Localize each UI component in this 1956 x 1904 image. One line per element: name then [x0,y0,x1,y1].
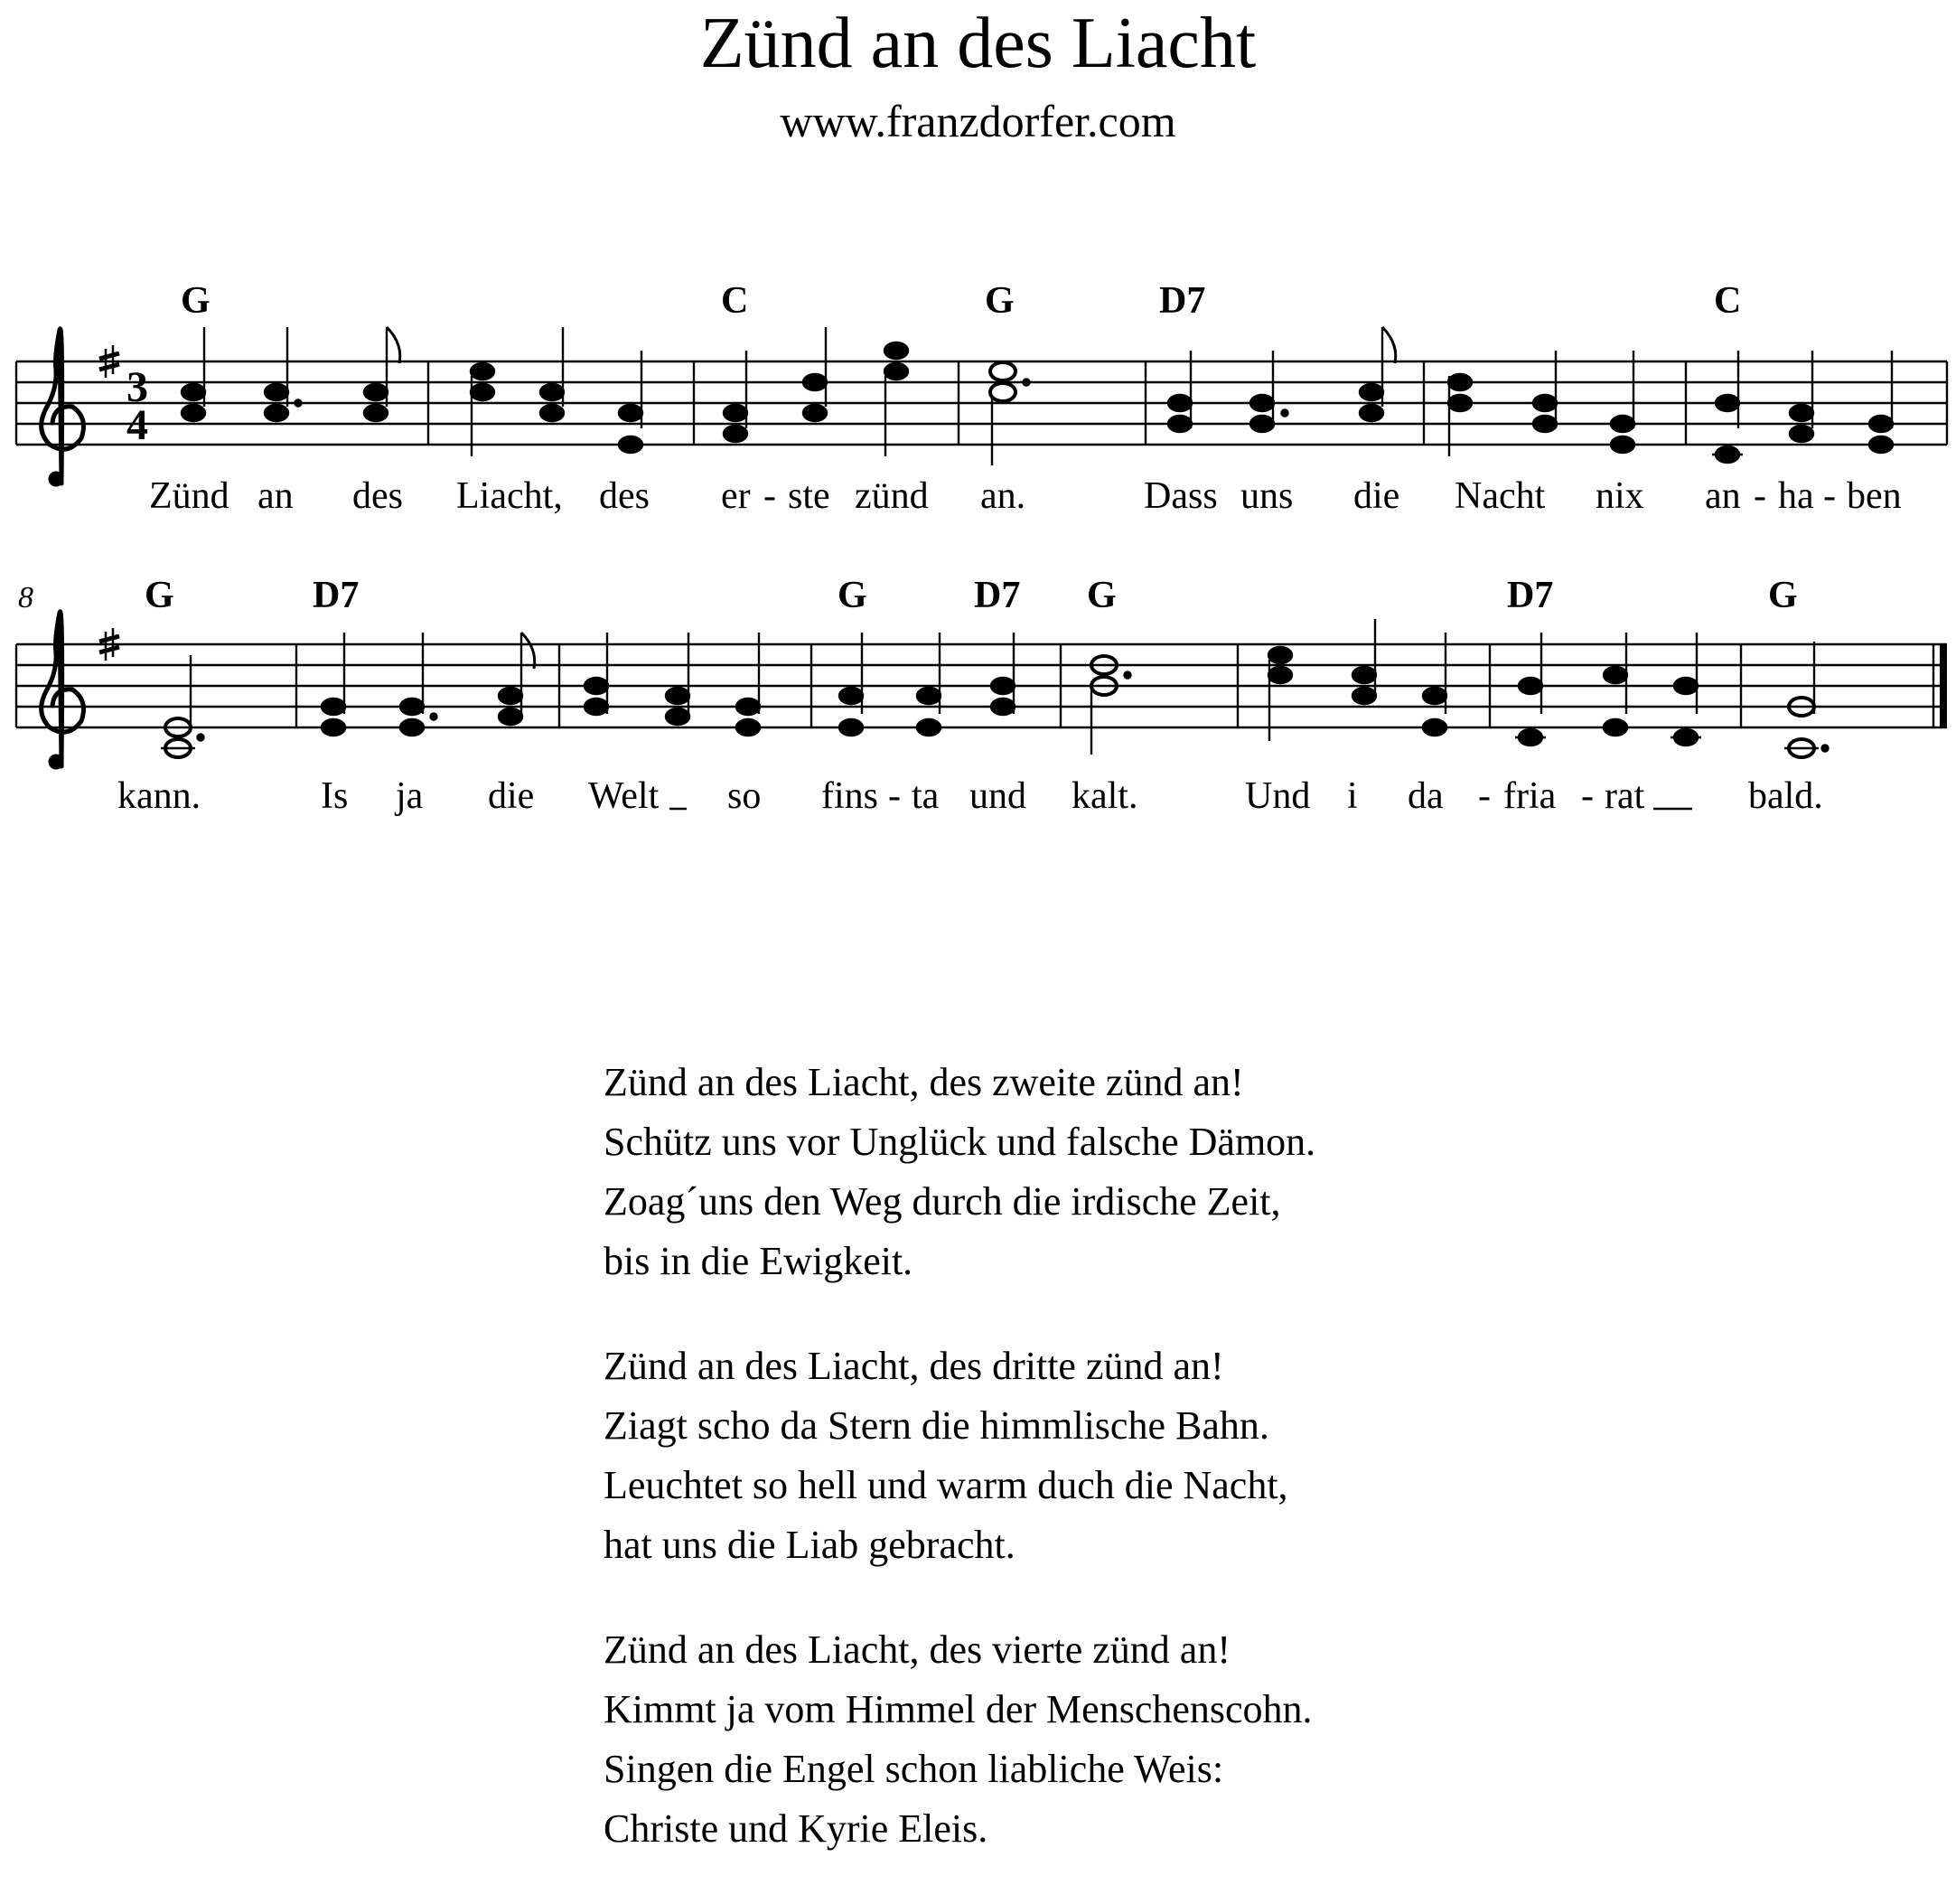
lyric-hyphen: - [1478,775,1491,817]
verse-line: Zünd an des Liacht, des dritte zünd an! [604,1344,1224,1388]
chord-symbol: G [985,280,1015,322]
lyric-hyphen: - [1581,775,1594,817]
lyric-syllable: an [1705,475,1741,517]
verse-line: bis in die Ewigkeit. [604,1239,913,1283]
verse-line: hat uns die Liab gebracht. [604,1523,1015,1567]
verse-4 [604,1620,1315,1859]
lyric-syllable: Und [1245,775,1311,817]
lyric-syllable: Zünd [149,475,229,517]
lyric-hyphen: - [1754,475,1766,517]
chord-symbol: C [721,280,749,322]
lyric-syllable: ste [788,475,830,517]
lyric-syllable: Welt [588,775,660,817]
lyrics-1 [149,475,1902,517]
website-url: www.franzdorfer.com [780,96,1176,146]
lyric-hyphen: - [1823,475,1836,517]
chord-symbol: G [181,280,211,322]
lyric-syllable: bald. [1748,775,1823,817]
lyric-syllable: kalt. [1072,775,1138,817]
lyric-syllable: i [1347,775,1358,817]
lyric-syllable: und [969,775,1026,817]
lyric-syllable: die [488,775,535,817]
lyrics-2 [117,775,1823,817]
lyric-syllable: an. [980,475,1026,517]
measure-number: 8 [18,581,33,614]
lyric-syllable: kann. [117,775,201,817]
lyric-syllable: uns [1240,475,1294,517]
verse-line: Zünd an des Liacht, des zweite zünd an! [604,1060,1244,1104]
lyric-syllable: des [599,475,650,517]
lyric-syllable: nix [1596,475,1644,517]
chord-symbol: D7 [974,575,1021,616]
staff-lines [16,361,1947,445]
verse-2 [604,1053,1315,1291]
time-signature-numerator: 3 [126,363,148,411]
lyric-syllable: Nacht [1455,475,1546,517]
lyric-syllable: Dass [1144,475,1218,517]
lyric-syllable: ta [912,775,940,817]
additional-verses [604,1053,1315,1904]
lyric-syllable: ha [1778,475,1814,517]
staff-system-2 [16,575,1947,817]
chord-symbol: G [145,575,174,616]
lyric-syllable: ja [396,775,424,817]
lyric-syllable: an [257,475,294,517]
chord-symbol: D7 [1507,575,1554,616]
lyric-syllable: rat [1605,775,1645,817]
chord-symbol: G [1768,575,1798,616]
chord-symbol: C [1714,280,1742,322]
lyric-hyphen: - [888,775,901,817]
chord-symbols-1 [181,280,1741,322]
notes-system-2 [161,619,1829,757]
chord-symbol: G [838,575,867,616]
lyric-syllable: er [721,475,751,517]
lyric-syllable: so [727,775,762,817]
verse-line: Ziagt scho da Stern die himmlische Bahn. [604,1403,1269,1448]
treble-clef-icon [42,329,84,484]
lyric-syllable: zünd [855,475,929,517]
verse-3 [604,1337,1315,1575]
lyric-syllable: des [352,475,403,517]
song-title: Zünd an des Liacht [699,4,1257,83]
chord-symbol: D7 [1159,280,1206,322]
verse-line: Singen die Engel schon liabliche Weis: [604,1747,1224,1791]
chord-symbol: G [1087,575,1117,616]
verse-line: Leuchtet so hell und warm duch die Nacht, [604,1463,1288,1507]
lyric-syllable: ben [1847,475,1902,517]
lyric-syllable: Liacht, [456,475,563,517]
lyric-hyphen: - [763,475,776,517]
lyric-syllable: da [1408,775,1444,817]
verse-line: Kimmt ja vom Himmel der Menschenscohn. [604,1687,1313,1731]
chord-symbol: D7 [313,575,360,616]
lyric-syllable: Is [321,775,349,817]
lyric-syllable: fria [1503,775,1557,817]
lyric-syllable: die [1353,475,1400,517]
treble-clef-icon [42,612,84,767]
lyric-syllable: fins [821,775,878,817]
chord-symbols-2 [145,575,1798,616]
verse-line: Zünd an des Liacht, des vierte zünd an! [604,1627,1231,1672]
staff-system-1 [16,280,1947,517]
verse-line: Schütz uns vor Unglück und falsche Dämon. [604,1120,1316,1164]
verse-line: Zoag´uns den Weg durch die irdische Zeit, [604,1179,1281,1224]
staff-lines [16,644,1947,727]
time-signature-denominator: 4 [126,401,148,449]
verse-line: Christe und Kyrie Eleis. [604,1806,988,1851]
